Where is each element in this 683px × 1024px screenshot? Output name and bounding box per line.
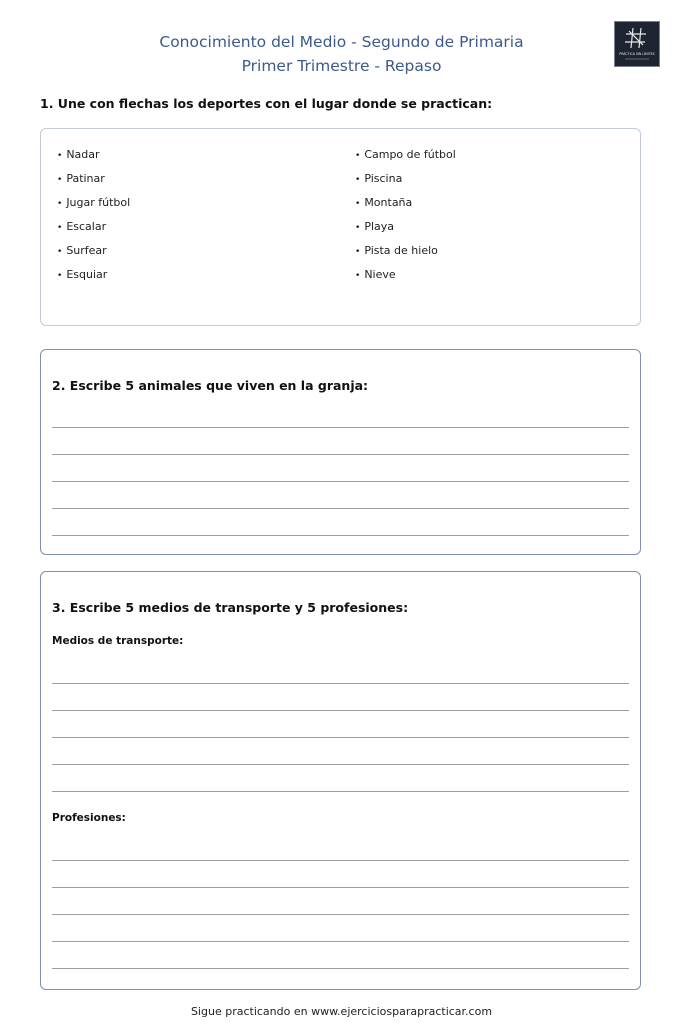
footer-text: Sigue practicando en www.ejerciciosparapracticar.com xyxy=(190,1005,493,1018)
answer-line[interactable] xyxy=(52,914,629,915)
sport-item: • Escalar xyxy=(57,219,130,243)
professions-label: Profesiones: xyxy=(52,812,126,824)
place-item: • Playa xyxy=(355,219,456,243)
answer-line[interactable] xyxy=(52,737,629,738)
q2-heading: 2. Escribe 5 animales que viven en la granja: xyxy=(52,378,369,393)
place-item: • Montaña xyxy=(355,195,456,219)
hashtag-logo-icon xyxy=(615,22,659,66)
place-item: • Nieve xyxy=(355,267,456,291)
sport-item: • Jugar fútbol xyxy=(57,195,130,219)
answer-line[interactable] xyxy=(52,710,629,711)
q3-box xyxy=(40,571,641,990)
answer-line[interactable] xyxy=(52,887,629,888)
answer-line[interactable] xyxy=(52,481,629,482)
places-list xyxy=(355,147,456,291)
answer-line[interactable] xyxy=(52,683,629,684)
sports-list xyxy=(57,147,130,291)
worksheet-title xyxy=(0,30,683,78)
logo-text: PRÁCTICA SIN LÍMITES xyxy=(619,52,655,56)
place-item: • Piscina xyxy=(355,171,456,195)
answer-line[interactable] xyxy=(52,508,629,509)
sport-item: • Esquiar xyxy=(57,267,130,291)
q2-box xyxy=(40,349,641,555)
sport-item: • Nadar xyxy=(57,147,130,171)
brand-logo xyxy=(614,21,660,67)
answer-line[interactable] xyxy=(52,764,629,765)
place-item: • Pista de hielo xyxy=(355,243,456,267)
answer-line[interactable] xyxy=(52,535,629,536)
answer-line[interactable] xyxy=(52,427,629,428)
answer-line[interactable] xyxy=(52,941,629,942)
transport-label: Medios de transporte: xyxy=(52,635,184,647)
title-line-2: Primer Trimestre - Repaso xyxy=(241,57,442,75)
place-item: • Campo de fútbol xyxy=(355,147,456,171)
answer-line[interactable] xyxy=(52,968,629,969)
answer-line[interactable] xyxy=(52,791,629,792)
title-line-1: Conocimiento del Medio - Segundo de Primaria xyxy=(159,33,524,51)
sport-item: • Patinar xyxy=(57,171,130,195)
answer-line[interactable] xyxy=(52,860,629,861)
q3-heading: 3. Escribe 5 medios de transporte y 5 profesiones: xyxy=(52,600,409,615)
q1-box xyxy=(40,128,641,326)
sport-item: • Surfear xyxy=(57,243,130,267)
answer-line[interactable] xyxy=(52,454,629,455)
q1-heading: 1. Une con flechas los deportes con el lugar donde se practican: xyxy=(40,96,493,111)
